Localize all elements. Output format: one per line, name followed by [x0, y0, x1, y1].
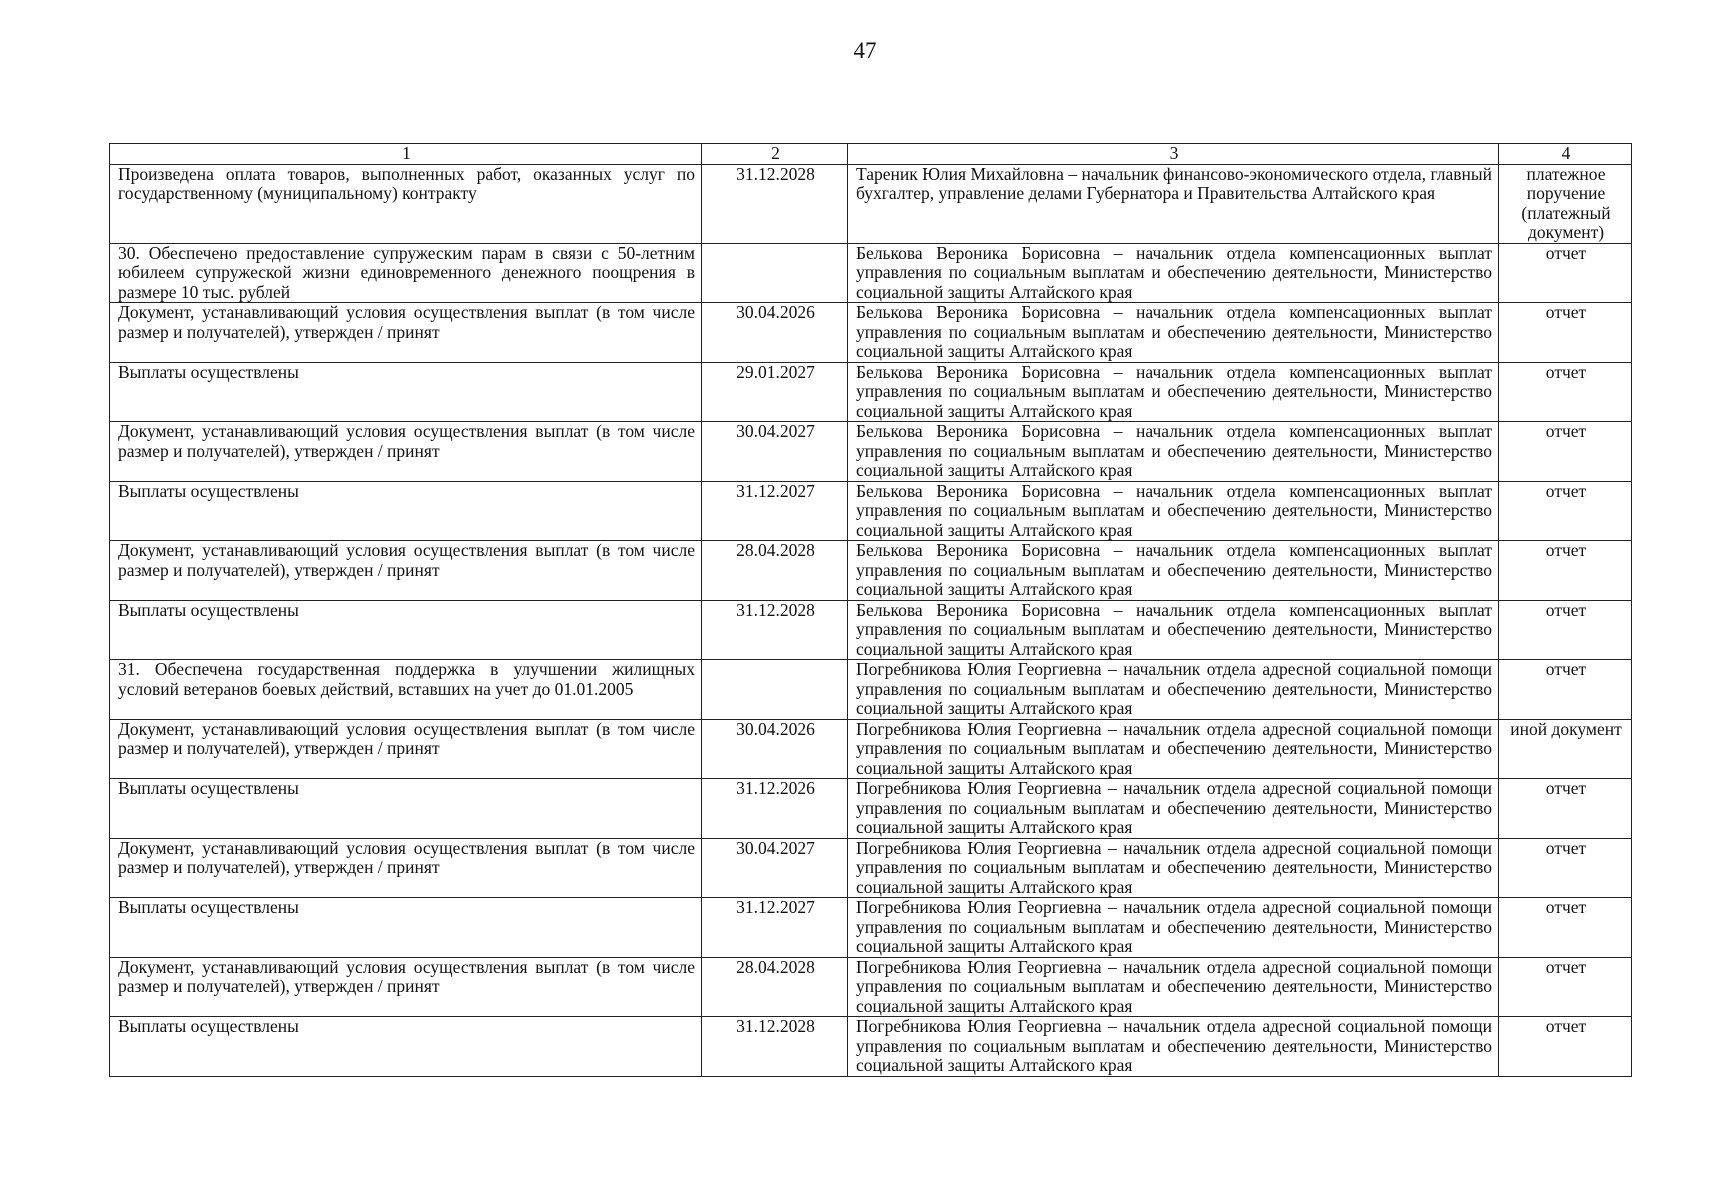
document-type-cell: отчет	[1499, 481, 1632, 541]
responsible-cell: Погребникова Юлия Георгиевна – начальник отдела адресной социальной помощи управления по социальным выплатам и обеспечению деятельности, Министерство социальной защиты Алтайского края	[848, 660, 1499, 720]
event-cell: Выплаты осуществлены	[110, 1017, 702, 1077]
column-header-1: 1	[110, 144, 702, 165]
date-cell: 30.04.2027	[702, 838, 848, 898]
event-cell: Документ, устанавливающий условия осуществления выплат (в том числе размер и получателей), утвержден / принят	[110, 719, 702, 779]
document-type-cell: отчет	[1499, 600, 1632, 660]
date-cell: 28.04.2028	[702, 541, 848, 601]
date-cell: 31.12.2028	[702, 1017, 848, 1077]
table-row	[110, 838, 1632, 898]
column-header-2: 2	[702, 144, 848, 165]
date-cell: 31.12.2027	[702, 898, 848, 958]
document-type-cell: отчет	[1499, 243, 1632, 303]
document-type-cell: отчет	[1499, 303, 1632, 363]
date-cell	[702, 660, 848, 720]
table-row	[110, 898, 1632, 958]
page-number: 47	[853, 38, 877, 63]
responsible-cell: Погребникова Юлия Георгиевна – начальник отдела адресной социальной помощи управления по социальным выплатам и обеспечению деятельности, Министерство социальной защиты Алтайского края	[848, 838, 1499, 898]
table-row	[110, 303, 1632, 363]
responsible-cell: Белькова Вероника Борисовна – начальник отдела компенсационных выплат управления по социальным выплатам и обеспечению деятельности, Министерство социальной защиты Алтайского края	[848, 243, 1499, 303]
responsible-cell: Погребникова Юлия Георгиевна – начальник отдела адресной социальной помощи управления по социальным выплатам и обеспечению деятельности, Министерство социальной защиты Алтайского края	[848, 1017, 1499, 1077]
event-cell: Документ, устанавливающий условия осуществления выплат (в том числе размер и получателей), утвержден / принят	[110, 422, 702, 482]
responsible-cell: Тареник Юлия Михайловна – начальник финансово-экономического отдела, главный бухгалтер, управление делами Губернатора и Правительства Алтайского края	[848, 164, 1499, 243]
event-cell: Документ, устанавливающий условия осуществления выплат (в том числе размер и получателей), утвержден / принят	[110, 541, 702, 601]
responsible-cell: Белькова Вероника Борисовна – начальник отдела компенсационных выплат управления по социальным выплатам и обеспечению деятельности, Министерство социальной защиты Алтайского края	[848, 303, 1499, 363]
event-cell: 31. Обеспечена государственная поддержка в улучшении жилищных условий ветеранов боевых действий, вставших на учет до 01.01.2005	[110, 660, 702, 720]
responsible-cell: Погребникова Юлия Георгиевна – начальник отдела адресной социальной помощи управления по социальным выплатам и обеспечению деятельности, Министерство социальной защиты Алтайского края	[848, 719, 1499, 779]
table-row	[110, 660, 1632, 720]
table-row	[110, 481, 1632, 541]
date-cell	[702, 243, 848, 303]
document-type-cell: отчет	[1499, 660, 1632, 720]
column-header-4: 4	[1499, 144, 1632, 165]
document-type-cell: отчет	[1499, 362, 1632, 422]
table-row	[110, 1017, 1632, 1077]
column-header-3: 3	[848, 144, 1499, 165]
document-type-cell: отчет	[1499, 898, 1632, 958]
responsible-cell: Белькова Вероника Борисовна – начальник отдела компенсационных выплат управления по социальным выплатам и обеспечению деятельности, Министерство социальной защиты Алтайского края	[848, 600, 1499, 660]
responsible-cell: Белькова Вероника Борисовна – начальник отдела компенсационных выплат управления по социальным выплатам и обеспечению деятельности, Министерство социальной защиты Алтайского края	[848, 541, 1499, 601]
event-cell: 30. Обеспечено предоставление супружеским парам в связи с 50-летним юбилеем супружеской жизни единовременного денежного поощрения в размере 10 тыс. рублей	[110, 243, 702, 303]
table-row	[110, 541, 1632, 601]
plan-table	[109, 143, 1632, 1077]
responsible-cell: Белькова Вероника Борисовна – начальник отдела компенсационных выплат управления по социальным выплатам и обеспечению деятельности, Министерство социальной защиты Алтайского края	[848, 362, 1499, 422]
table-row	[110, 362, 1632, 422]
table-row	[110, 164, 1632, 243]
responsible-cell: Белькова Вероника Борисовна – начальник отдела компенсационных выплат управления по социальным выплатам и обеспечению деятельности, Министерство социальной защиты Алтайского края	[848, 422, 1499, 482]
responsible-cell: Погребникова Юлия Георгиевна – начальник отдела адресной социальной помощи управления по социальным выплатам и обеспечению деятельности, Министерство социальной защиты Алтайского края	[848, 779, 1499, 839]
date-cell: 30.04.2027	[702, 422, 848, 482]
date-cell: 31.12.2028	[702, 600, 848, 660]
document-type-cell: иной документ	[1499, 719, 1632, 779]
event-cell: Выплаты осуществлены	[110, 362, 702, 422]
document-type-cell: отчет	[1499, 779, 1632, 839]
document-type-cell: отчет	[1499, 422, 1632, 482]
responsible-cell: Погребникова Юлия Георгиевна – начальник отдела адресной социальной помощи управления по социальным выплатам и обеспечению деятельности, Министерство социальной защиты Алтайского края	[848, 898, 1499, 958]
event-cell: Произведена оплата товаров, выполненных работ, оказанных услуг по государственному (муниципальному) контракту	[110, 164, 702, 243]
date-cell: 31.12.2028	[702, 164, 848, 243]
date-cell: 30.04.2026	[702, 719, 848, 779]
document-type-cell: отчет	[1499, 838, 1632, 898]
table-header-row	[110, 144, 1632, 165]
table-row	[110, 422, 1632, 482]
date-cell: 29.01.2027	[702, 362, 848, 422]
date-cell: 31.12.2026	[702, 779, 848, 839]
document-type-cell: отчет	[1499, 1017, 1632, 1077]
table-row	[110, 957, 1632, 1017]
event-cell: Документ, устанавливающий условия осуществления выплат (в том числе размер и получателей), утвержден / принят	[110, 303, 702, 363]
date-cell: 28.04.2028	[702, 957, 848, 1017]
table-row	[110, 243, 1632, 303]
event-cell: Документ, устанавливающий условия осуществления выплат (в том числе размер и получателей), утвержден / принят	[110, 957, 702, 1017]
event-cell: Выплаты осуществлены	[110, 779, 702, 839]
table-row	[110, 779, 1632, 839]
event-cell: Выплаты осуществлены	[110, 481, 702, 541]
document-type-cell: платежное поручение (платежный документ)	[1499, 164, 1632, 243]
table-row	[110, 600, 1632, 660]
date-cell: 31.12.2027	[702, 481, 848, 541]
responsible-cell: Погребникова Юлия Георгиевна – начальник отдела адресной социальной помощи управления по социальным выплатам и обеспечению деятельности, Министерство социальной защиты Алтайского края	[848, 957, 1499, 1017]
responsible-cell: Белькова Вероника Борисовна – начальник отдела компенсационных выплат управления по социальным выплатам и обеспечению деятельности, Министерство социальной защиты Алтайского края	[848, 481, 1499, 541]
event-cell: Документ, устанавливающий условия осуществления выплат (в том числе размер и получателей), утвержден / принят	[110, 838, 702, 898]
event-cell: Выплаты осуществлены	[110, 600, 702, 660]
event-cell: Выплаты осуществлены	[110, 898, 702, 958]
document-type-cell: отчет	[1499, 541, 1632, 601]
table-row	[110, 719, 1632, 779]
date-cell: 30.04.2026	[702, 303, 848, 363]
document-type-cell: отчет	[1499, 957, 1632, 1017]
